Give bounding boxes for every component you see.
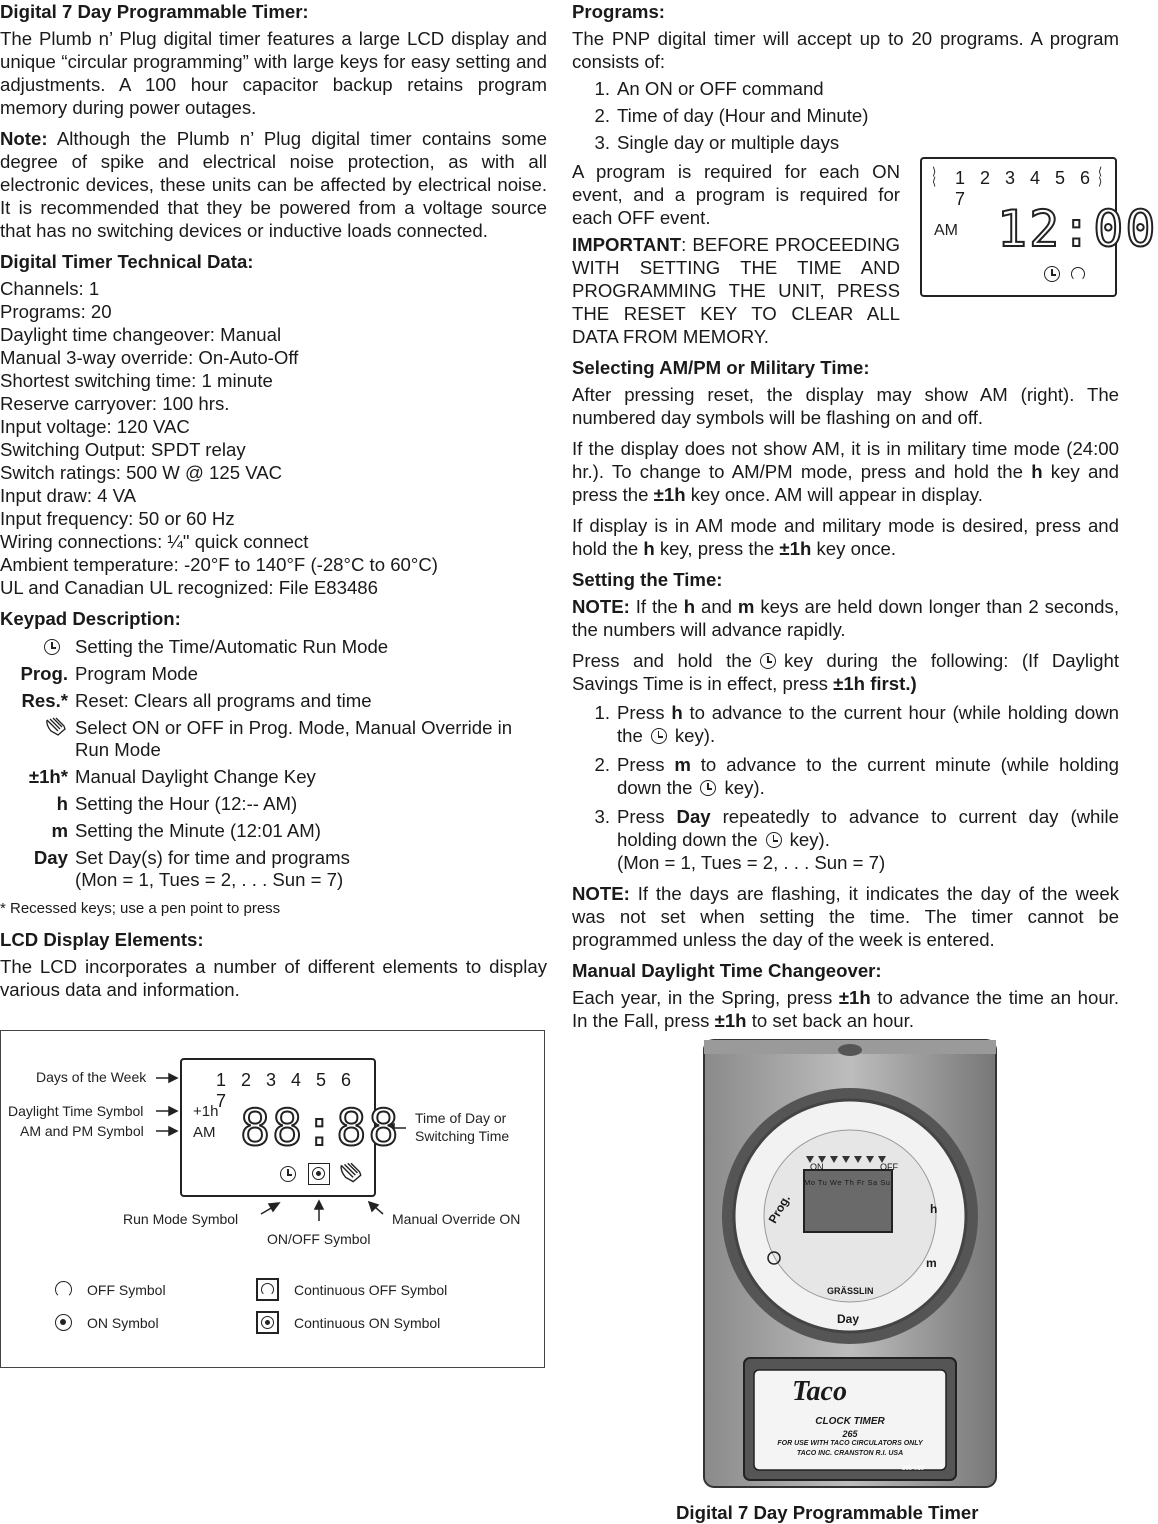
- list-item: 2. Time of day (Hour and Minute): [594, 105, 869, 126]
- keypad-row: [0, 636, 547, 658]
- lcd-days: 1 2 3 4 5 6 7: [216, 1070, 357, 1111]
- keypad-desc-line: Set Day(s) for time and programs: [75, 847, 350, 868]
- clock-icon: [700, 780, 716, 796]
- required-paragraph: A program is required for each ON event, and a program is required for each OFF event.: [572, 161, 900, 228]
- clock-icon: [1044, 266, 1060, 282]
- continuous-on-label: Continuous ON Symbol: [294, 1315, 441, 1331]
- ampm-paragraph-1: After pressing reset, the display may show AM (right). The numbered day symbols will be flashing on and off.: [572, 384, 1119, 428]
- on-symbol-box: [308, 1163, 330, 1185]
- keypad-desc: Select ON or OFF in Prog. Mode, Manual Override in Run Mode: [75, 717, 513, 760]
- tech-item: Input frequency: 50 or 60 Hz: [0, 508, 235, 529]
- off-symbol-icon: [55, 1281, 72, 1298]
- lcd-display: [180, 1058, 401, 1197]
- on-symbol-icon: [55, 1314, 72, 1331]
- photo-weekdays: Mo Tu We Th Fr Sa Su: [804, 1178, 891, 1187]
- plate-brand: Taco: [792, 1376, 847, 1407]
- section-title-lcd: LCD Display Elements:: [0, 929, 204, 950]
- program-items: [572, 77, 1119, 154]
- on-symbol-label: ON Symbol: [87, 1315, 159, 1331]
- important-label: IMPORTANT: [572, 234, 682, 255]
- continuous-on-icon: [256, 1311, 279, 1334]
- timer-photo: [704, 1040, 996, 1487]
- keypad-desc-line: (Mon = 1, Tues = 2, . . . Sun = 7): [75, 869, 344, 890]
- keypad-key: h: [56, 793, 68, 814]
- continuous-off-icon: [256, 1278, 279, 1301]
- plate-line-1: CLOCK TIMER: [815, 1416, 885, 1427]
- important-text: : BEFORE PROCEEDING WITH SETTING THE TIME AND PROGRAMMING THE UNIT, PRESS THE RESET KEY TO CLEAR ALL DATA FROM MEMORY.: [572, 234, 900, 347]
- daylight-paragraph: Each year, in the Spring, press ±1h to advance the time an hour. In the Fall, press ±1h to set back an hour.: [572, 987, 1120, 1031]
- off-symbol-icon: [1071, 267, 1085, 281]
- programs-paragraph: The PNP digital timer will accept up to 20 programs. A program consists of:: [572, 28, 1119, 72]
- lcd-am: AM: [193, 1124, 216, 1141]
- photo-on-label: ON: [810, 1162, 824, 1172]
- lcd-plus1h: +1h: [193, 1103, 219, 1120]
- plate-line-4: TACO INC. CRANSTON R.I. USA: [796, 1450, 904, 1457]
- clock-icon: [280, 1166, 296, 1182]
- tech-item: Manual 3-way override: On-Auto-Off: [0, 347, 299, 368]
- list-item: 1. Press h to advance to the current hour (while holding down the key).: [594, 702, 1120, 746]
- right-column: [572, 0, 1119, 1032]
- tech-item: Switching Output: SPDT relay: [0, 439, 246, 460]
- keypad-desc: Setting the Hour (12:-- AM): [75, 793, 298, 814]
- keypad-row: [0, 766, 547, 788]
- list-item: 3. Press Day repeatedly to advance to current day (while holding down the key). (Mon = 1, Tues = 2, . . . Sun = 7): [594, 806, 1120, 873]
- tech-item: Switch ratings: 500 W @ 125 VAC: [0, 462, 283, 483]
- time-note: NOTE: If the h and m keys are held down longer than 2 seconds, the numbers will advance rapidly.: [572, 596, 1119, 640]
- keypad-desc: Setting the Minute (12:01 AM): [75, 820, 321, 841]
- photo-m-label: m: [926, 1256, 937, 1270]
- clock-icon: [651, 728, 667, 744]
- clock-icon: [44, 639, 60, 655]
- keypad-row: [0, 820, 547, 842]
- keypad-row: [0, 717, 547, 761]
- keypad-desc: Manual Daylight Change Key: [75, 766, 316, 787]
- tech-item: Wiring connections: ¼" quick connect: [0, 531, 309, 552]
- tech-item: Programs: 20: [0, 301, 112, 322]
- days-of-week-label: Days of the Week: [36, 1069, 147, 1085]
- tech-item: Input voltage: 120 VAC: [0, 416, 190, 437]
- keypad-key: [0, 636, 75, 658]
- section-title-daylight: Manual Daylight Time Changeover:: [572, 960, 882, 981]
- ampm-paragraph-3: If display is in AM mode and military mode is desired, press and hold the h key, press the ±1h key once.: [572, 515, 1119, 559]
- flash-marks-right-icon: ⟨ ⟩: [1098, 166, 1103, 188]
- keypad-key: m: [51, 820, 68, 841]
- keypad-desc: Program Mode: [75, 663, 198, 684]
- tech-list: [0, 277, 547, 599]
- photo-off-label: OFF: [880, 1162, 898, 1172]
- keypad-key: Prog.: [20, 663, 68, 684]
- continuous-off-label: Continuous OFF Symbol: [294, 1282, 448, 1298]
- tech-item: Shortest switching time: 1 minute: [0, 370, 273, 391]
- list-item: 1. An ON or OFF command: [594, 78, 824, 99]
- section-title-tech: Digital Timer Technical Data:: [0, 251, 254, 272]
- section-title-keypad: Keypad Description:: [0, 608, 181, 629]
- photo-brand: GRÄSSLIN: [827, 1286, 874, 1296]
- keypad-row: [0, 690, 547, 712]
- section-title-timer: Digital 7 Day Programmable Timer:: [0, 1, 309, 22]
- photo-caption: Digital 7 Day Programmable Timer: [676, 1502, 979, 1523]
- keypad-key: Res.*: [21, 690, 68, 711]
- mini-lcd-am: AM: [934, 222, 958, 239]
- flash-marks-left-icon: ⟩ ⟨: [932, 166, 937, 188]
- keypad-row: [0, 847, 547, 891]
- hand-icon: [338, 1162, 364, 1184]
- tech-item: Reserve carryover: 100 hrs.: [0, 393, 230, 414]
- lcd-paragraph: The LCD incorporates a number of different elements to display various data and information.: [0, 956, 547, 1000]
- plate-line-3: FOR USE WITH TACO CIRCULATORS ONLY: [777, 1440, 923, 1447]
- photo-prog-label: Prog.: [765, 1192, 794, 1226]
- photo-h-label: h: [930, 1202, 938, 1216]
- keypad-desc: [75, 847, 547, 891]
- manual-override-label: Manual Override ON: [392, 1211, 521, 1227]
- photo-day-label: Day: [837, 1312, 860, 1326]
- clock-icon: [766, 832, 782, 848]
- plate-line-2: 265: [842, 1429, 858, 1439]
- time-press-paragraph: Press and hold the key during the following: (If Daylight Savings Time is in effect, press ±1h first.): [572, 650, 1119, 694]
- note-text: Although the Plumb n’ Plug digital timer contains some degree of spike and electrical noise protection, as with all electronic devices, these units can be affected by electrical noise. It is recommended that they be powered from a voltage source that has no switching devices or inductive loads connected.: [0, 128, 547, 241]
- intro-paragraph: The Plumb n’ Plug digital timer features a large LCD display and unique “circular programming” with large keys for easy setting and adjustments. A 100 hour capacitor backup retains program memory during power outages.: [0, 28, 547, 118]
- tech-item: UL and Canadian UL recognized: File E83486: [0, 577, 378, 598]
- important-paragraph: [572, 233, 900, 348]
- time-of-day-label-2: Switching Time: [415, 1128, 510, 1144]
- days-note: NOTE: If the days are flashing, it indicates the day of the week was not set when setting the time. The timer cannot be programmed unless the day of the week is entered.: [572, 883, 1119, 950]
- lcd-diagram: [0, 1030, 545, 1368]
- keypad-desc: Setting the Time/Automatic Run Mode: [75, 636, 389, 657]
- tech-item: Input draw: 4 VA: [0, 485, 137, 506]
- list-item: 2. Press m to advance to the current minute (while holding down the key).: [594, 754, 1119, 798]
- keypad-desc: Reset: Clears all programs and time: [75, 690, 372, 711]
- section-title-setting-time: Setting the Time:: [572, 569, 723, 590]
- off-symbol-label: OFF Symbol: [87, 1282, 166, 1298]
- ampm-symbol-label: AM and PM Symbol: [20, 1123, 144, 1139]
- onoff-symbol-label: ON/OFF Symbol: [267, 1231, 371, 1247]
- keypad-row: [0, 793, 547, 815]
- keypad-key: ±1h*: [28, 766, 68, 787]
- mini-lcd-display: [920, 157, 1158, 297]
- note-label: Note:: [0, 128, 48, 149]
- lcd-digits: 88:88: [240, 1099, 401, 1157]
- clock-icon: [760, 653, 776, 669]
- run-mode-label: Run Mode Symbol: [123, 1211, 239, 1227]
- left-column: [0, 0, 547, 1001]
- ampm-paragraph-2: If the display does not show AM, it is in military time mode (24:00 hr.). To change to AM/PM mode, press and hold the h key and press the ±1h key once. AM will appear in display.: [572, 438, 1119, 505]
- hand-icon: [44, 717, 68, 737]
- mini-lcd-time: 12:00: [997, 200, 1158, 258]
- tech-item: Ambient temperature: -20°F to 140°F (-28°C to 60°C): [0, 554, 438, 575]
- plate-code: 265-016: [902, 1466, 925, 1472]
- keypad-list: [0, 636, 547, 891]
- on-dot-icon: [316, 1171, 321, 1176]
- list-item: 3. Single day or multiple days: [594, 132, 840, 153]
- section-title-programs: Programs:: [572, 1, 665, 22]
- section-title-ampm: Selecting AM/PM or Military Time:: [572, 357, 870, 378]
- recessed-footnote: * Recessed keys; use a pen point to press: [0, 900, 281, 917]
- mini-lcd-days: 1 2 3 4 5 6 7: [955, 168, 1096, 209]
- tech-item: Channels: 1: [0, 278, 100, 299]
- time-of-day-label-1: Time of Day or: [415, 1110, 507, 1126]
- time-steps: [572, 701, 1119, 874]
- keypad-row: [0, 663, 547, 685]
- daylight-symbol-label: Daylight Time Symbol: [8, 1103, 144, 1119]
- keypad-key: [0, 717, 75, 761]
- keypad-key: Day: [33, 847, 68, 868]
- tech-item: Daylight time changeover: Manual: [0, 324, 282, 345]
- note-paragraph: [0, 127, 547, 242]
